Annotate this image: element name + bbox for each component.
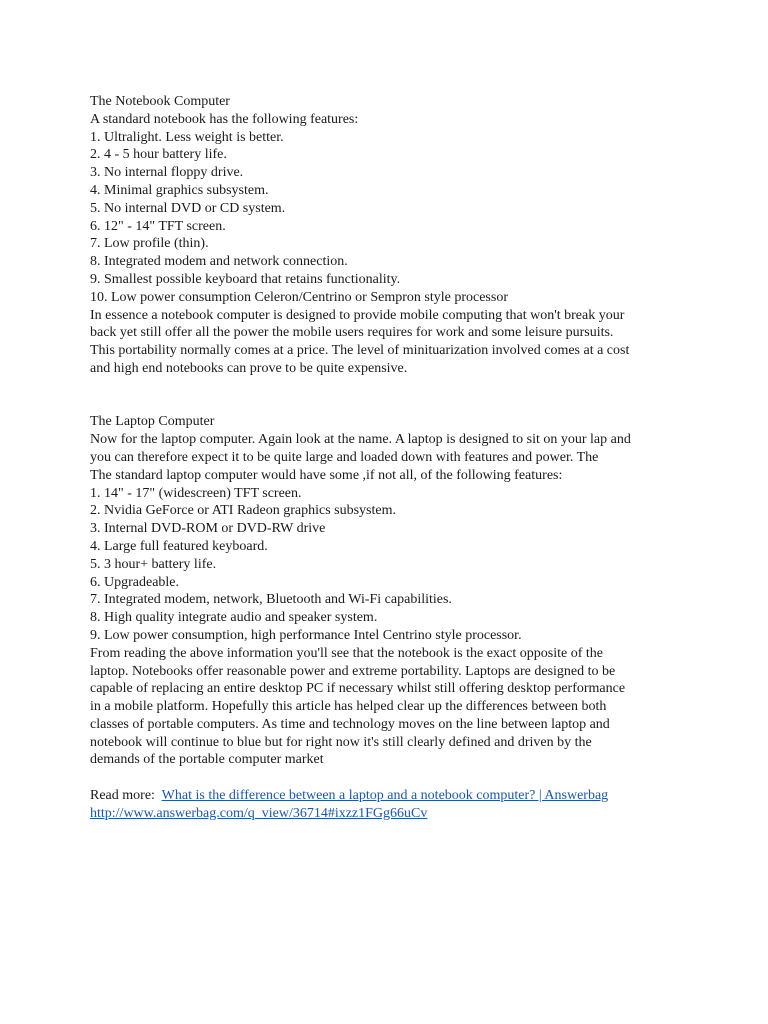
notebook-summary-line: and high end notebooks can prove to be quite expensive. (90, 360, 408, 376)
laptop-feature-item: 2. Nvidia GeForce or ATI Radeon graphics subsystem. (90, 503, 396, 519)
laptop-feature-item: 7. Integrated modem, network, Bluetooth and Wi-Fi capabilities. (90, 592, 452, 608)
laptop-intro-line: you can therefore expect it to be quite large and loaded down with features and power. The (90, 449, 599, 465)
laptop-feature-item: 8. High quality integrate audio and speaker system. (90, 610, 378, 626)
laptop-conclusion-line: From reading the above information you'll see that the notebook is the exact opposite of the (90, 645, 604, 661)
read-more-line (90, 787, 690, 805)
notebook-intro: A standard notebook has the following features: (90, 111, 359, 127)
notebook-summary-line: In essence a notebook computer is designed to provide mobile computing that won't break your (90, 307, 625, 323)
source-url-link[interactable]: http://www.answerbag.com/q_view/36714#ixzz1FGg66uCv (90, 805, 428, 821)
laptop-section-title: The Laptop Computer (90, 414, 215, 430)
section-spacer (90, 378, 690, 414)
laptop-intro-line: The standard laptop computer would have some ,if not all, of the following features: (90, 467, 563, 483)
laptop-feature-item: 9. Low power consumption, high performance Intel Centrino style processor. (90, 627, 522, 643)
section-spacer (90, 769, 690, 787)
laptop-conclusion-line: capable of replacing an entire desktop PC if necessary whilst still offering desktop performance (90, 681, 626, 697)
notebook-feature-item: 6. 12" - 14" TFT screen. (90, 218, 226, 234)
laptop-feature-item: 4. Large full featured keyboard. (90, 538, 268, 554)
notebook-feature-item: 4. Minimal graphics subsystem. (90, 182, 269, 198)
document-page (90, 93, 690, 823)
notebook-summary-line: This portability normally comes at a price. The level of minituarization involved comes at a cost (90, 343, 630, 359)
laptop-conclusion-line: notebook will continue to blue but for right now it's still clearly defined and driven by the (90, 734, 592, 750)
laptop-intro-line: Now for the laptop computer. Again look at the name. A laptop is designed to sit on your lap and (90, 432, 631, 448)
laptop-conclusion-line: demands of the portable computer market (90, 752, 324, 768)
laptop-feature-item: 5. 3 hour+ battery life. (90, 556, 217, 572)
read-more-label: Read more: (90, 788, 155, 804)
notebook-feature-item: 2. 4 - 5 hour battery life. (90, 147, 227, 163)
notebook-feature-item: 8. Integrated modem and network connection. (90, 254, 348, 270)
notebook-summary-line: back yet still offer all the power the mobile users requires for work and some leisure pursuits. (90, 325, 614, 341)
laptop-conclusion-line: classes of portable computers. As time and technology moves on the line between laptop and (90, 716, 610, 732)
laptop-conclusion-line: laptop. Notebooks offer reasonable power and extreme portability. Laptops are designed to be (90, 663, 616, 679)
laptop-feature-item: 3. Internal DVD-ROM or DVD-RW drive (90, 521, 326, 537)
notebook-feature-item: 5. No internal DVD or CD system. (90, 200, 286, 216)
source-url-line (90, 805, 690, 823)
notebook-section-title: The Notebook Computer (90, 94, 230, 109)
notebook-feature-item: 10. Low power consumption Celeron/Centrino or Sempron style processor (90, 289, 508, 305)
source-article-link[interactable]: What is the difference between a laptop and a notebook computer? | Answerbag (161, 788, 609, 804)
notebook-feature-item: 1. Ultralight. Less weight is better. (90, 129, 284, 145)
laptop-feature-item: 6. Upgradeable. (90, 574, 180, 590)
notebook-feature-item: 3. No internal floppy drive. (90, 165, 244, 181)
laptop-feature-item: 1. 14" - 17" (widescreen) TFT screen. (90, 485, 302, 501)
notebook-feature-item: 7. Low profile (thin). (90, 236, 209, 252)
laptop-conclusion-line: in a mobile platform. Hopefully this article has helped clear up the differences between both (90, 699, 607, 715)
notebook-feature-item: 9. Smallest possible keyboard that retains functionality. (90, 271, 401, 287)
